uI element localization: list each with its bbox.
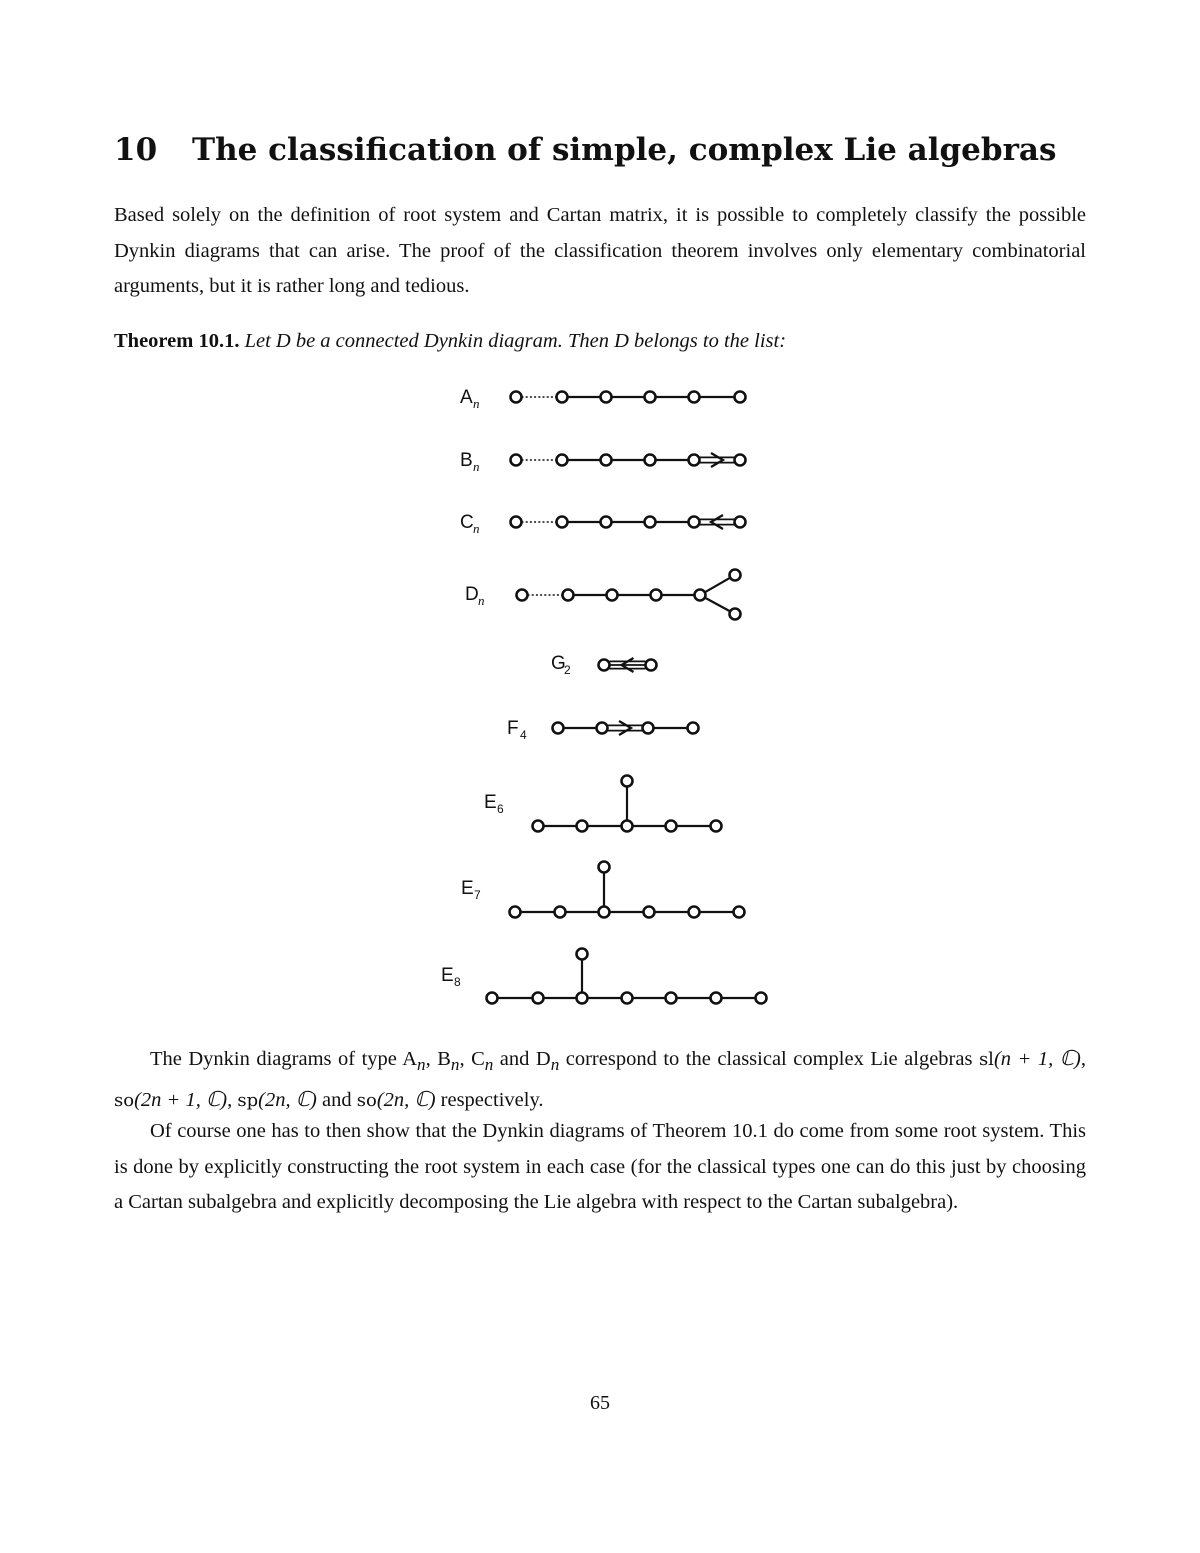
diagram-node [730, 570, 741, 581]
diagram-label: E [441, 965, 454, 986]
diagram-label-subscript: 6 [497, 802, 504, 816]
diagram-label-subscript: n [473, 459, 480, 474]
diagram-label-subscript: 2 [564, 663, 571, 677]
intro-paragraph: Based solely on the definition of root system and Cartan matrix, it is possible to completely classify the possible Dynkin diagrams that can arise. The proof of the classification theorem involves only elementary combinatorial arguments, but it is rather long and tedious. [114, 204, 1086, 297]
diagram-node [645, 455, 656, 466]
edge-arrow [711, 515, 723, 529]
diagram-node [557, 455, 568, 466]
diagram-node [689, 392, 700, 403]
diagram-c-n [460, 512, 746, 536]
diagram-node [601, 517, 612, 528]
type-c: C [471, 1048, 485, 1070]
diagram-node [756, 993, 767, 1004]
diagram-node [735, 517, 746, 528]
diagram-node [643, 723, 654, 734]
diagram-b-n [460, 450, 746, 474]
diagram-node [557, 517, 568, 528]
diagram-node [666, 993, 677, 1004]
diagram-label: F [507, 718, 519, 739]
diagram-node [666, 821, 677, 832]
diagram-label: E [461, 878, 474, 899]
diagram-node [599, 862, 610, 873]
diagram-label: E [484, 792, 497, 813]
diagram-node [577, 993, 588, 1004]
diagram-node [601, 455, 612, 466]
diagram-f4 [507, 718, 699, 742]
diagram-node [711, 821, 722, 832]
diagram-label: G [551, 653, 566, 674]
page-number: 65 [590, 1392, 610, 1414]
diagram-node [533, 821, 544, 832]
edge-arrow [711, 453, 723, 467]
diagram-node [622, 993, 633, 1004]
diagram-node [735, 392, 746, 403]
diagram-node [517, 590, 528, 601]
diagram-node [651, 590, 662, 601]
diagram-node [487, 993, 498, 1004]
diagram-a-n [460, 387, 746, 411]
diagram-node [597, 723, 608, 734]
diagram-label-subscript: 4 [520, 728, 527, 742]
diagram-node [607, 590, 618, 601]
diagram-node [601, 392, 612, 403]
diagram-node [689, 455, 700, 466]
edge [705, 598, 730, 612]
diagram-node [688, 723, 699, 734]
diagram-node [557, 392, 568, 403]
edge-arrow [619, 721, 631, 735]
diagram-node [734, 907, 745, 918]
diagram-label-subscript: n [473, 396, 480, 411]
diagram-node [689, 517, 700, 528]
diagram-node [645, 517, 656, 528]
diagram-node [510, 907, 521, 918]
type-b: B [437, 1048, 451, 1070]
diagram-label-subscript: 7 [474, 888, 481, 902]
algebra-so-even: so [356, 1089, 377, 1111]
diagram-node [730, 609, 741, 620]
diagram-node [511, 455, 522, 466]
algebra-sp: sp [237, 1089, 259, 1111]
diagram-node [735, 455, 746, 466]
diagram-node [563, 590, 574, 601]
diagram-node [511, 517, 522, 528]
diagram-e6 [484, 776, 722, 832]
algebra-sl: sl [978, 1049, 994, 1070]
diagram-e7 [461, 862, 745, 918]
diagram-node [646, 660, 657, 671]
diagram-node [577, 821, 588, 832]
diagram-e8 [441, 949, 767, 1004]
diagram-label-subscript: n [473, 521, 480, 536]
edge [705, 578, 730, 593]
theorem-text: Let D be a connected Dynkin diagram. Then D belongs to the list: [244, 330, 787, 352]
diagram-label: C [460, 512, 474, 533]
diagram-node [599, 660, 610, 671]
diagram-node [577, 949, 588, 960]
diagram-node [711, 993, 722, 1004]
diagram-label-subscript: 8 [454, 975, 461, 989]
diagram-node [644, 907, 655, 918]
algebra-so-odd: so [114, 1089, 135, 1111]
section-number: 10 [114, 132, 158, 168]
diagram-node [533, 993, 544, 1004]
diagram-node [555, 907, 566, 918]
type-d: D [535, 1048, 551, 1070]
diagram-g2 [551, 653, 657, 677]
classical-paragraph: The Dynkin diagrams of type $A_n$, $B_n$, $C_n$ and $D_n$ correspond to the classical complex Lie algebras sl(n + 1, ℂ), so(2n + 1, ℂ), sp(2n, ℂ) and so(2n, ℂ) respectively. [114, 1048, 1086, 1111]
diagram-node [511, 392, 522, 403]
diagram-label: A [460, 387, 473, 408]
diagram-node [622, 776, 633, 787]
diagram-label: B [460, 450, 473, 471]
diagram-node [645, 392, 656, 403]
diagram-d-n [465, 570, 741, 620]
diagram-label-subscript: n [478, 593, 485, 608]
diagram-node [689, 907, 700, 918]
section-title: The classification of simple, complex Lie algebras [192, 132, 1057, 168]
diagram-node [599, 907, 610, 918]
theorem-label: Theorem 10.1. [114, 330, 240, 352]
type-a: A [402, 1048, 418, 1070]
diagram-node [622, 821, 633, 832]
construction-paragraph: Of course one has to then show that the Dynkin diagrams of Theorem 10.1 do come from some root system. This is done by explicitly constructing the root system in each case (for the classical types one can do this just by choosing a Cartan subalgebra and explicitly decomposing the Lie algebra with respect to the Cartan subalgebra). [114, 1120, 1086, 1213]
diagram-label: D [465, 584, 479, 605]
diagram-node [695, 590, 706, 601]
diagram-node [553, 723, 564, 734]
